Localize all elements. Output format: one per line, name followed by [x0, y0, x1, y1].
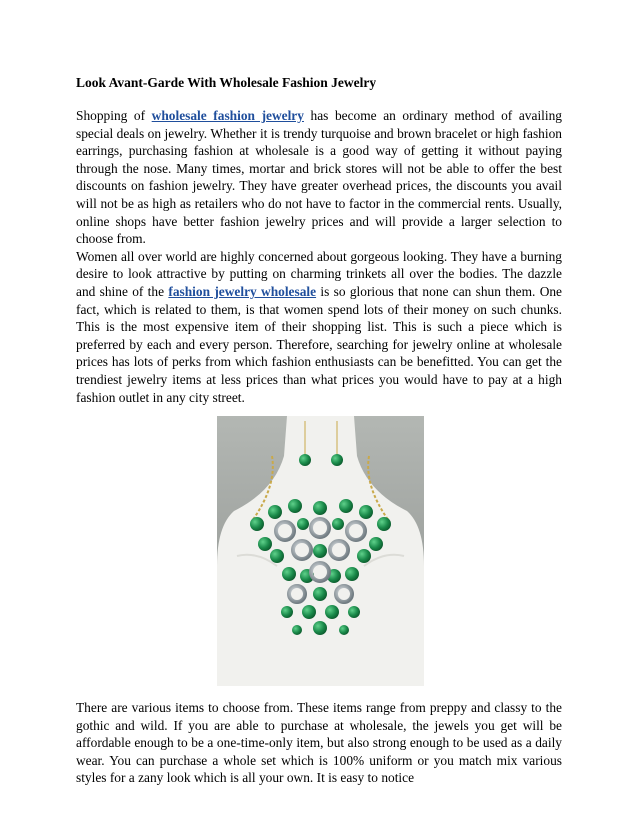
paragraph-2-after: is so glorious that none can shun them. One fact, which is related to them, is that women spend lots of their money on such chunks. This is the most expensive item of their shopping list. This is such a piece which is preferred by each and every person. Therefore, searching for jewelry online at wholesale prices has lots of perks from which fashion enthusiasts can be benefitted. You can get the trendiest jewelry items at less prices than what prices you would have to pay at a high fashion outlet in any city street.	[76, 283, 563, 405]
paragraph-1-after: has become an ordinary method of availing special deals on jewelry. Whether it is trendy turquoise and brown bracelet or high fashion earrings, purchasing fashion at wholesale is a good way of getting it without paying through the nose. Many times, mortar and brick stores will not be able to offer the best discounts on fashion jewelry. They have greater overhead prices, the discounts you avail will not be as high as retailers who do not have to factor in the commercial rents. Usually, online shops have better fashion jewelry prices and will provide a larger selection to choose from.	[76, 108, 562, 247]
document-body	[76, 74, 562, 787]
article-title: Look Avant-Garde With Wholesale Fashion Jewelry	[76, 75, 377, 90]
paragraph-2-before: Women all over world are highly concerned about gorgeous looking. They have a burning desire to look attractive by putting on charming trinkets all over the bodies. The dazzle and shine of the	[76, 248, 562, 299]
wholesale-fashion-jewelry-link[interactable]: wholesale fashion jewelry	[151, 108, 304, 123]
necklace-bust-illustration	[217, 416, 424, 686]
figure-container	[76, 416, 562, 693]
necklace-photo	[217, 416, 424, 686]
paragraph-2	[76, 248, 562, 406]
paragraph-1-before: Shopping of	[76, 108, 152, 123]
paragraph-3: There are various items to choose from. These items range from preppy and classy to the gothic and wild. If you are able to purchase at wholesale, the jewels you get will be affordable enough to be a one-time-only item, but also strong enough to be used as a daily wear. You can purchase a whole set which is 100% uniform or you match mix various styles for a zany look which is all your own. It is easy to notice	[76, 700, 562, 786]
paragraph-1	[76, 107, 562, 248]
fashion-jewelry-wholesale-link[interactable]: fashion jewelry wholesale	[168, 283, 317, 299]
